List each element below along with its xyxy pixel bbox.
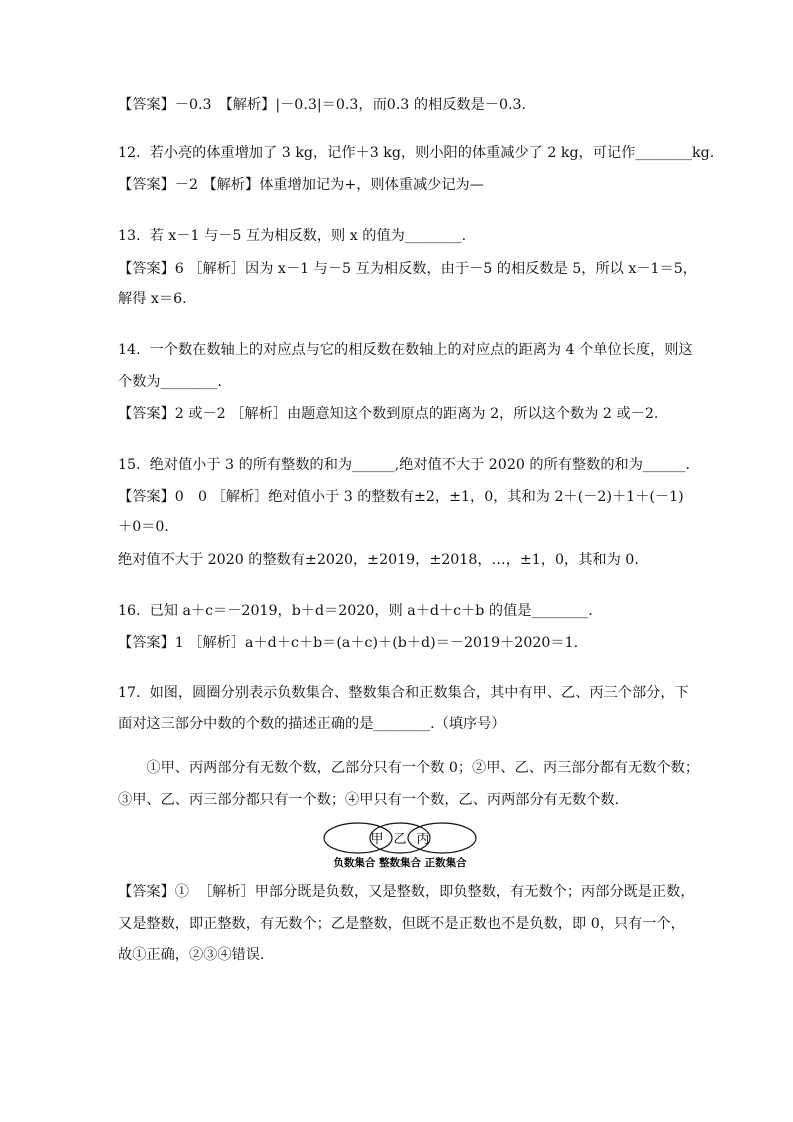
text-line: 13. 若 x－1 与－5 互为相反数，则 x 的值为________.	[118, 228, 467, 244]
text-line: 【答案】① ［解析］甲部分既是负数，又是整数，即负整数，有无数个；丙部分既是正数，	[118, 884, 695, 900]
text-line: 【答案】－0.3 【解析】|－0.3|＝0.3，而0.3 的相反数是－0.3.	[118, 97, 527, 113]
text-line: 17. 如图，圆圈分别表示负数集合、整数集合和正数集合，其中有甲、乙、丙三个部分，下	[118, 685, 689, 701]
venn-diagram	[320, 820, 480, 870]
part-b-label: 乙	[393, 832, 407, 847]
text-line: 15. 绝对值小于 3 的所有整数的和为______,绝对值不大于 2020 的所有整数的和为______.	[118, 457, 690, 473]
text-line: 又是整数，即正整数，有无数个；乙是整数，但既不是正数也不是负数，即 0，只有一个，	[118, 916, 685, 932]
text-line: 【答案】－2 【解析】体重增加记为+，则体重减少记为—	[118, 177, 484, 193]
text-line: 12. 若小亮的体重增加了 3 kg，记作＋3 kg，则小阳的体重减少了 2 kg，可记作________kg.	[118, 145, 715, 161]
part-c-label: 丙	[416, 832, 430, 847]
text-line: 绝对值不大于 2020 的整数有±2020，±2019，±2018，…，±1，0，其和为 0.	[118, 552, 639, 568]
text-line: ③甲、乙、丙三部分都只有一个数；④甲只有一个数，乙、丙两部分有无数个数.	[118, 792, 620, 808]
text-line: 14. 一个数在数轴上的对应点与它的相反数在数轴上的对应点的距离为 4 个单位长度，则这	[118, 342, 693, 358]
text-line: 面对这三部分中数的个数的描述正确的是________.（填序号）	[118, 716, 506, 732]
text-line: 16. 已知 a＋c＝－2019，b＋d＝2020，则 a＋d＋c＋b 的值是________.	[118, 603, 593, 619]
text-line: 【答案】6 ［解析］因为 x－1 与－5 互为相反数，由于－5 的相反数是 5，所以 x－1＝5，	[118, 261, 697, 277]
text-line: 【答案】1 ［解析］a＋d＋c＋b＝(a＋c)＋(b＋d)＝－2019＋2020＝1.	[118, 635, 579, 651]
text-line: 个数为________.	[118, 374, 222, 390]
text-line: ①甲、丙两部分有无数个数，乙部分只有一个数 0；②甲、乙、丙三部分都有无数个数；	[118, 760, 700, 776]
text-line: 解得 x＝6.	[118, 291, 187, 307]
text-line: 【答案】0 0 ［解析］绝对值小于 3 的整数有±2，±1，0，其和为 2＋(－2)＋1＋(－1)	[118, 489, 684, 505]
diagram-caption: 负数集合 整数集合 正数集合	[333, 857, 467, 869]
part-a-label: 甲	[370, 832, 384, 847]
text-line: 故①正确，②③④错误.	[118, 947, 265, 963]
text-line: 【答案】2 或－2 ［解析］由题意知这个数到原点的距离为 2，所以这个数为 2 或－2.	[118, 406, 659, 422]
text-line: ＋0＝0.	[118, 519, 169, 535]
